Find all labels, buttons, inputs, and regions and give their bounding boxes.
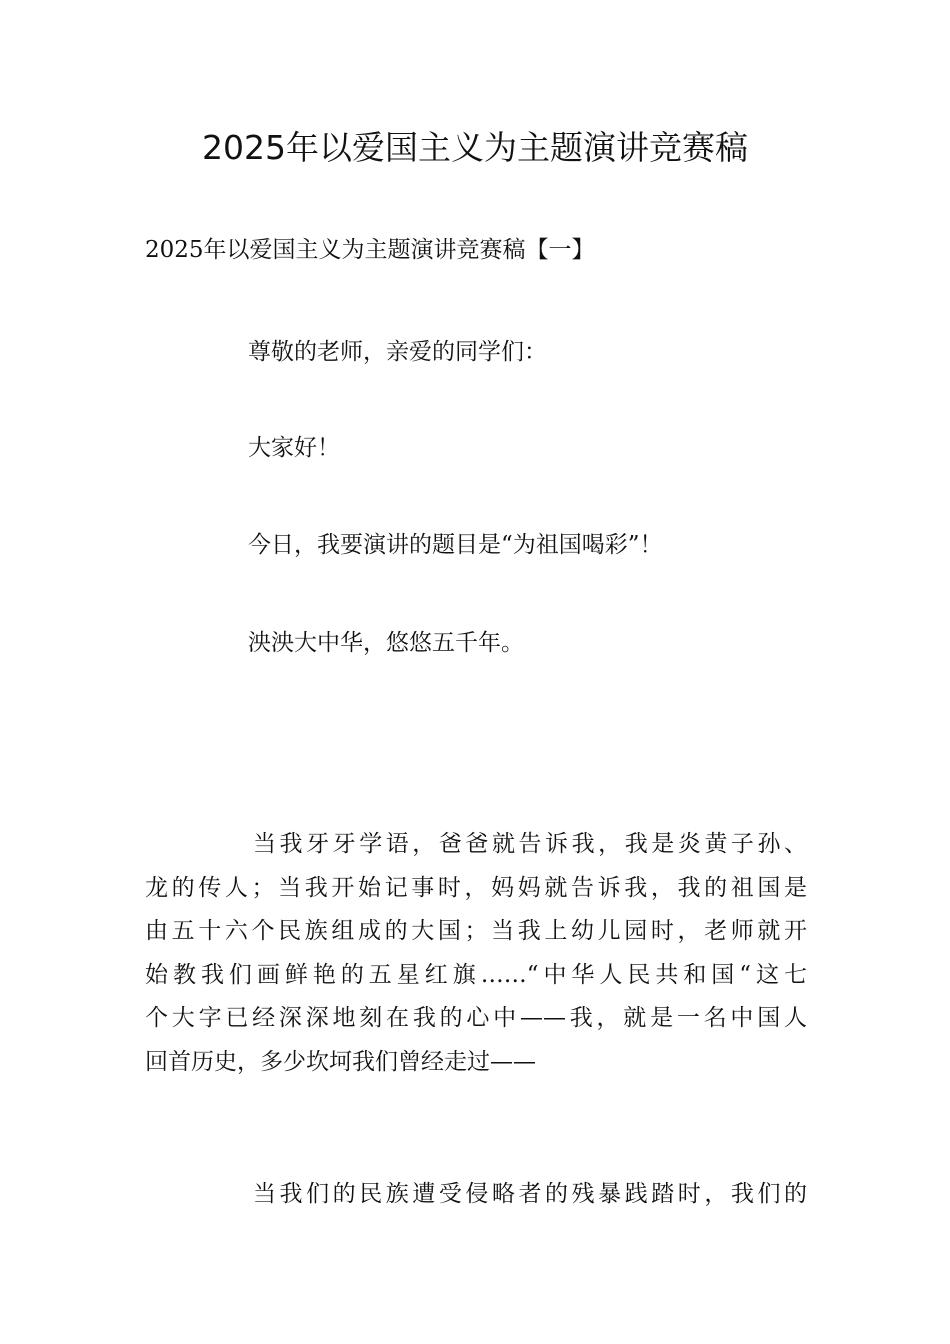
paragraph-line: 由五十六个民族组成的大国；当我上幼儿园时，老师就开 [145, 918, 807, 944]
hello-line: 大家好！ [248, 435, 340, 461]
paragraph-line: 当我牙牙学语，爸爸就告诉我，我是炎黄子孙、 [253, 831, 807, 857]
opening-line: 泱泱大中华，悠悠五千年。 [248, 630, 524, 656]
paragraph-line: 始教我们画鲜艳的五星红旗……“中华人民共和国“这七 [145, 961, 807, 988]
document-title: 2025年以爱国主义为主题演讲竞赛稿 [202, 128, 748, 167]
topic-line: 今日，我要演讲的题目是“为祖国喝彩”！ [248, 532, 663, 558]
paragraph-line: 龙的传人；当我开始记事时，妈妈就告诉我，我的祖国是 [145, 874, 807, 901]
paragraph-line: 回首历史，多少坎坷我们曾经走过—— [145, 1048, 536, 1075]
paragraph-line: 当我们的民族遭受侵略者的残暴践踏时，我们的 [253, 1181, 807, 1207]
greeting-line: 尊敬的老师，亲爱的同学们： [248, 339, 547, 365]
paragraph-history [145, 1176, 807, 1220]
section-heading: 2025年以爱国主义为主题演讲竞赛稿【一】 [145, 237, 595, 263]
paragraph-childhood [145, 826, 807, 1087]
paragraph-line: 个大字已经深深地刻在我的心中——我，就是一名中国人 [145, 1005, 807, 1031]
